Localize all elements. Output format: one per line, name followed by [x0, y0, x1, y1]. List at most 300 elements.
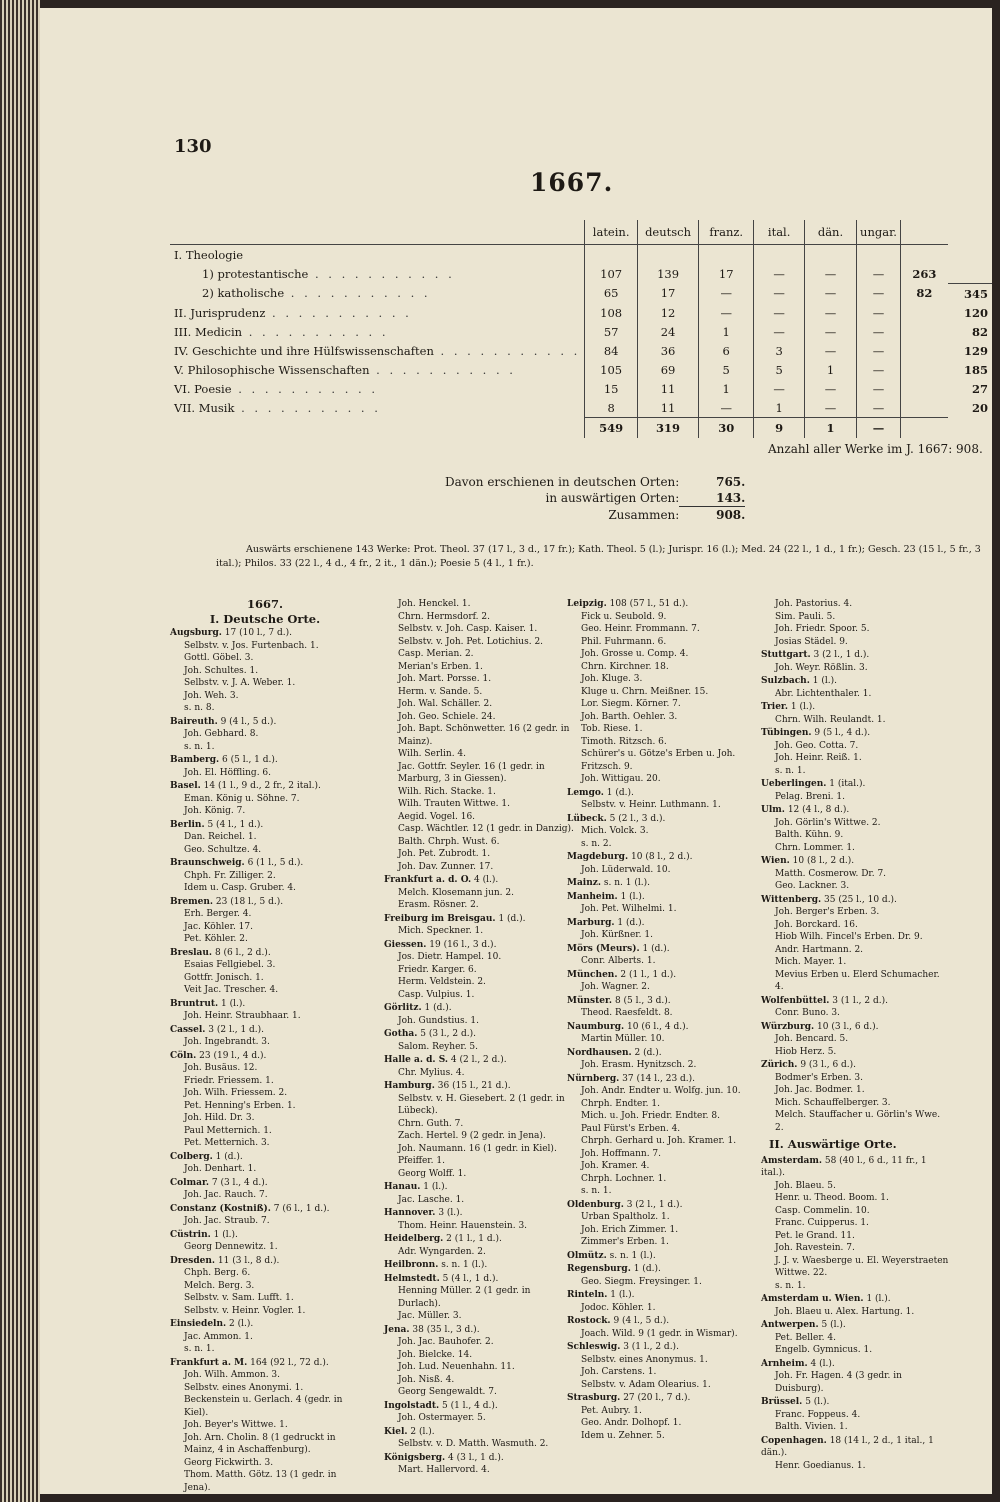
publisher-line: Esaias Fellgiebel. 3. [184, 960, 276, 970]
cell-deutsch: 11 [637, 398, 698, 418]
total-cell: 549 [585, 418, 638, 439]
publisher-line: Casp. Wächtler. 12 (1 gedr. in Danzig). [398, 824, 574, 834]
place-count: 9 (3 l., 6 d.). [800, 1060, 857, 1070]
auswaerts-paragraph: Auswärts erschienene 143 Werke: Prot. Theol. 37 (17 l., 3 d., 17 fr.); Kath. Theol. 5 (l.); Jurispr. 16 (l.); Med. 24 (22 l., 1 d., 1 fr.); Gesch. 23 (15 l., 5 fr., 3 ital.); Philos. 33 (22 l., 4 d., 4 fr., 2 it., 1 dän.); Poesie 5 (4 l., 1 fr.). [216, 544, 981, 569]
publisher-line: Engelb. Gymnicus. 1. [775, 1345, 873, 1355]
cell-deutsch: 17 [637, 284, 698, 304]
publisher-line: Joh. Beyer's Wittwe. 1. [184, 1420, 288, 1430]
table-body [170, 245, 992, 439]
place-entry [567, 877, 757, 890]
header-ungar: ungar. [856, 220, 900, 245]
publisher-line: Chph. Berg. 6. [184, 1268, 251, 1278]
publisher-line: Aegid. Vogel. 16. [398, 811, 476, 822]
place-count: 4 (l.). [474, 875, 499, 885]
place-name: Nürnberg. [567, 1073, 620, 1084]
cell-dän: — [805, 341, 857, 360]
place-entry [384, 1426, 574, 1451]
place-count: 5 (2 l., 3 d.). [609, 813, 666, 824]
place-entry [384, 1207, 574, 1232]
publisher-line: Chr. Mylius. 4. [398, 1067, 465, 1078]
place-name: Ingolstadt. [384, 1400, 440, 1411]
total-cell: 30 [699, 418, 754, 439]
place-entry [384, 874, 574, 912]
publisher-line: Joh. Wilh. Ammon. 3. [184, 1370, 281, 1380]
place-count: 3 (2 l., 1 d.). [813, 650, 870, 660]
publisher-line: Zimmer's Erben. 1. [581, 1237, 669, 1247]
place-entry [170, 1357, 360, 1495]
place-line [170, 947, 360, 960]
place-name: Stuttgart. [761, 650, 811, 660]
place-count: 9 (4 l., 5 d.). [613, 1316, 670, 1326]
place-entry [567, 813, 757, 851]
place-entry [761, 675, 951, 700]
place-line [170, 857, 360, 870]
table-row [170, 284, 992, 304]
publisher-line: Conr. Buno. 3. [775, 1008, 840, 1018]
place-line [761, 894, 951, 907]
place-count: 5 (l.). [821, 1320, 846, 1330]
publisher-line: Friedr. Karger. 6. [398, 964, 477, 975]
header-ital: ital. [754, 220, 805, 245]
place-name: Lemgo. [567, 787, 604, 798]
publisher-line: Selbstv. v. Adam Olearius. 1. [581, 1379, 711, 1390]
place-count: 1 (ital.). [829, 779, 866, 789]
place-line [567, 917, 757, 930]
publisher-line: Joh. Heinr. Straubhaar. 1. [184, 1011, 301, 1021]
place-entry [170, 780, 360, 818]
place-line [761, 778, 951, 791]
place-name: Freiburg im Breisgau. [384, 913, 496, 924]
place-line [384, 1233, 574, 1246]
place-line [170, 1203, 360, 1216]
place-entry [567, 917, 757, 942]
publisher-line: Joh. König. 7. [184, 806, 246, 816]
summary-deutsch-value: 765. [716, 475, 746, 489]
place-count: 1 (l.). [620, 891, 645, 902]
place-count: 10 (8 l., 2 d.). [792, 856, 855, 866]
row-label-text: IV. Geschichte und ihre Hülfswissenschaften [174, 343, 434, 358]
cell-franz: 17 [699, 264, 754, 284]
place-entry [384, 1273, 574, 1323]
publisher-line: Kluge u. Chrn. Meißner. 15. [581, 686, 709, 697]
place-name: Cüstrin. [170, 1229, 211, 1240]
cell-deutsch: 36 [637, 341, 698, 360]
publisher-line: Joh. Pet. Wilhelmi. 1. [581, 904, 677, 914]
place-name: Braunschweig. [170, 858, 245, 868]
place-count: 1 (l.). [423, 1182, 448, 1192]
publisher-line: Melch. Stauffacher u. Görlin's Wwe. 2. [775, 1110, 941, 1133]
place-entry [761, 1435, 951, 1473]
cell-ital: 1 [754, 398, 805, 418]
cell-latein: 65 [585, 284, 638, 304]
place-count: 3 (2 l., 1 d.). [626, 1199, 683, 1210]
table-row [170, 303, 992, 322]
header-deutsch: deutsch [637, 220, 698, 245]
cell-deutsch: 12 [637, 303, 698, 322]
publisher-line: Joh. Borckard. 16. [775, 919, 858, 930]
publisher-line: s. n. 1. [775, 1280, 806, 1291]
place-line [761, 1396, 951, 1409]
cell-ital [754, 245, 805, 265]
place-name: Sulzbach. [761, 676, 810, 686]
publisher-line: Joh. Geo. Cotta. 7. [775, 740, 859, 751]
place-line [170, 1177, 360, 1190]
place-entry [761, 804, 951, 854]
publisher-line: Mich. Volck. 3. [581, 826, 649, 836]
place-line [170, 780, 360, 793]
publisher-line: Chrn. Guth. 7. [398, 1118, 464, 1129]
table-header-row [170, 220, 992, 245]
place-name: Arnheim. [761, 1358, 808, 1369]
row-label-text: I. Theologie [174, 247, 244, 262]
place-count: 27 (20 l., 7 d.). [623, 1393, 691, 1403]
place-count: 2 (1 l., 1 d.). [446, 1234, 502, 1244]
place-entry [567, 995, 757, 1020]
place-name: Copenhagen. [761, 1435, 827, 1446]
publisher-line: Selbstv. eines Anonymi. 1. [184, 1382, 304, 1393]
publisher-line: Joh. Henckel. 1. [398, 599, 471, 609]
publisher-line: Selbstv. v. J. A. Weber. 1. [184, 678, 296, 688]
cell-latein [585, 245, 638, 265]
place-name: Wien. [761, 856, 790, 866]
place-entry [384, 1452, 574, 1477]
publisher-line: Tob. Riese. 1. [581, 724, 643, 734]
place-name: Marburg. [567, 917, 615, 928]
place-line [567, 1341, 757, 1354]
place-name: Ulm. [761, 805, 785, 815]
total-cell: — [856, 418, 900, 439]
row-label-text: VII. Musik [174, 400, 235, 415]
place-count: 11 (3 l., 8 d.). [217, 1255, 280, 1266]
place-entry [761, 995, 951, 1020]
publisher-line: Mich. Mayer. 1. [775, 957, 847, 967]
table-row [170, 264, 992, 284]
place-entry [567, 1263, 757, 1288]
publisher-line: Bodmer's Erben. 3. [775, 1072, 863, 1083]
publisher-line: Salom. Reyher. 5. [398, 1041, 479, 1052]
place-entry [761, 778, 951, 803]
summary-deutsch-label: Davon erschienen in deutschen Orten: [445, 475, 680, 489]
place-line [761, 701, 951, 714]
place-line [384, 1002, 574, 1015]
place-line [170, 1318, 360, 1331]
place-line [170, 1151, 360, 1164]
publisher-line: Joh. Wagner. 2. [581, 982, 650, 992]
place-name: Nordhausen. [567, 1047, 632, 1058]
publisher-line: Georg Wolff. 1. [398, 1168, 467, 1179]
place-line [567, 851, 757, 864]
place-name: Wittenberg. [761, 894, 822, 905]
cell-ital: — [754, 322, 805, 341]
publisher-line: Joh. Hoffmann. 7. [581, 1148, 662, 1159]
place-count: 164 (92 l., 72 d.). [250, 1357, 329, 1368]
publisher-line: Herm. v. Sande. 5. [398, 686, 483, 697]
place-name: Hanau. [384, 1182, 421, 1192]
publisher-line: Mich. u. Joh. Friedr. Endter. 8. [581, 1111, 720, 1121]
total-cell: 319 [637, 418, 698, 439]
place-name: München. [567, 969, 618, 980]
table-row [170, 360, 992, 379]
place-entry [170, 716, 360, 754]
place-entry [384, 1054, 574, 1079]
cell-franz: 1 [699, 322, 754, 341]
publisher-line: Pet. Aubry. 1. [581, 1405, 642, 1416]
publisher-line: Fick u. Seubold. 9. [581, 611, 667, 622]
publisher-line: Joh. Kürßner. 1. [581, 930, 653, 940]
place-line [384, 1054, 574, 1067]
place-entry [384, 939, 574, 1002]
place-count: 19 (16 l., 3 d.). [429, 939, 497, 950]
publisher-line: Joh. Ostermayer. 5. [398, 1413, 486, 1423]
place-name: Heidelberg. [384, 1234, 444, 1244]
publisher-line: Joh. Carstens. 1. [581, 1367, 657, 1377]
place-line [384, 1080, 574, 1093]
place-count: 10 (3 l., 6 d.). [817, 1021, 879, 1032]
place-entry [761, 649, 951, 674]
publisher-line: Andr. Hartmann. 2. [775, 944, 864, 955]
place-count: 10 (6 l., 4 d.). [627, 1021, 689, 1032]
place-count: 4 (2 l., 2 d.). [450, 1055, 507, 1065]
publisher-line: Joh. Arn. Cholin. 8 (1 gedruckt in Mainz, 4 in Aschaffenburg). [184, 1432, 336, 1455]
cell-dän: 1 [805, 360, 857, 379]
place-name: Görlitz. [384, 1003, 422, 1013]
place-line [170, 716, 360, 729]
place-name: Giessen. [384, 939, 427, 950]
publisher-line: Henr. Goedianus. 1. [775, 1460, 866, 1471]
leader-dots: . . . . . . . . . . . [265, 305, 412, 320]
place-count: 7 (3 l., 4 d.). [211, 1177, 268, 1188]
publisher-line: Chrph. Gerhard u. Joh. Kramer. 1. [581, 1136, 737, 1146]
cell-latein: 108 [585, 303, 638, 322]
publisher-line: Conr. Alberts. 1. [581, 956, 656, 966]
cell-franz: 1 [699, 379, 754, 398]
publisher-line: Joh. El. Höffling. 6. [184, 767, 271, 778]
publisher-line: Joh. Grosse u. Comp. 4. [581, 649, 689, 659]
publisher-line: Chrn. Hermsdorf. 2. [398, 611, 490, 622]
row-subtotal [901, 303, 948, 322]
place-count: 6 (5 l., 1 d.). [222, 755, 278, 765]
place-entry [170, 1255, 360, 1318]
publisher-line: Selbstv. v. Jos. Furtenbach. 1. [184, 640, 319, 651]
place-count: 1 (d.). [617, 917, 645, 928]
publisher-line: Wilh. Rich. Stacke. 1. [398, 786, 496, 797]
place-line [567, 1250, 757, 1263]
place-name: Helmstedt. [384, 1273, 440, 1284]
place-count: 14 (1 l., 9 d., 2 fr., 2 ital.). [203, 781, 321, 791]
place-entry [567, 1250, 757, 1263]
row-label [170, 284, 585, 304]
place-entry [170, 1318, 360, 1356]
place-entry [567, 1315, 757, 1340]
publisher-line: Wilh. Trauten Wittwe. 1. [398, 799, 510, 809]
place-count: 1 (l.). [610, 1290, 635, 1300]
place-entry [761, 1358, 951, 1396]
place-line [384, 913, 574, 926]
publisher-line: Jodoc. Köhler. 1. [581, 1302, 656, 1313]
leader-dots: . . . . . . . . . . . [231, 381, 378, 396]
place-name: Regensburg. [567, 1264, 631, 1274]
place-name: Bremen. [170, 896, 214, 907]
publisher-line: Lor. Siegm. Körner. 7. [581, 699, 681, 709]
place-name: Constanz (Kostniß). [170, 1203, 271, 1214]
place-line [170, 627, 360, 640]
publisher-line: Joh. Gebhard. 8. [184, 729, 259, 739]
publisher-line: Balth. Kühn. 9. [775, 830, 844, 840]
publisher-line: Paul Fürst's Erben. 4. [581, 1123, 681, 1134]
place-count: 1 (l.). [213, 1229, 238, 1240]
place-name: Leipzig. [567, 599, 607, 609]
cell-latein: 57 [585, 322, 638, 341]
place-name: Antwerpen. [761, 1320, 819, 1330]
place-entry [567, 598, 757, 786]
publisher-line: Chrph. Endter. 1. [581, 1098, 660, 1109]
place-entry [384, 1080, 574, 1180]
cell-franz: — [699, 284, 754, 304]
column-2 [384, 598, 574, 1478]
place-count: 9 (5 l., 4 d.). [814, 728, 871, 738]
place-line [761, 1358, 951, 1371]
publisher-line: Chrn. Wilh. Reulandt. 1. [775, 714, 886, 725]
totals-end-blank [948, 418, 992, 439]
cell-franz: 6 [699, 341, 754, 360]
place-entry [567, 1047, 757, 1072]
publisher-line: Joh. Lud. Neuenhahn. 11. [398, 1362, 515, 1372]
place-name: Amsterdam u. Wien. [761, 1294, 864, 1304]
place-count: 3 (2 l., 1 d.). [208, 1024, 265, 1035]
place-entry [170, 1050, 360, 1150]
summary-total-value: 908. [716, 508, 746, 522]
publisher-line: Thom. Matth. Götz. 13 (1 gedr. in Jena). [184, 1470, 337, 1493]
place-line [567, 1315, 757, 1328]
publisher-line: Chrn. Lommer. 1. [775, 842, 855, 853]
place-name: Manheim. [567, 891, 618, 902]
place-line [567, 1263, 757, 1276]
header-latein: latein. [585, 220, 638, 245]
publisher-line: Selbstv. v. D. Matth. Wasmuth. 2. [398, 1439, 549, 1449]
publisher-line: Joh. Schultes. 1. [184, 665, 259, 676]
place-line [761, 1059, 951, 1072]
row-subtotal [901, 341, 948, 360]
leader-dots: . . . . . . . . . . . [369, 362, 516, 377]
place-line [384, 1028, 574, 1041]
place-entry [761, 1293, 951, 1318]
summary-total-label: Zusammen: [608, 508, 680, 522]
place-line [761, 995, 951, 1008]
place-name: Ueberlingen. [761, 779, 827, 789]
row-label [170, 398, 585, 418]
cell-dän: — [805, 322, 857, 341]
place-count: 2 (d.). [634, 1047, 662, 1058]
publisher-line: s. n. 1. [581, 1186, 612, 1196]
cell-franz: 5 [699, 360, 754, 379]
place-name: Bruntrut. [170, 998, 219, 1009]
row-label [170, 264, 585, 284]
publisher-line: Joh. Naumann. 16 (1 gedr. in Kiel). [398, 1143, 557, 1154]
cell-ungar: — [856, 284, 900, 304]
place-entry [567, 1073, 757, 1198]
publisher-line: Joh. Busäus. 12. [184, 1063, 258, 1073]
publisher-line: Henning Müller. 2 (1 gedr. in Durlach). [398, 1286, 531, 1309]
publisher-line: Joh. Nisß. 4. [398, 1374, 455, 1385]
publisher-line: Chph. Fr. Zilliger. 2. [184, 870, 276, 881]
place-line [567, 1392, 757, 1405]
publisher-line: Selbstv. v. Heinr. Luthmann. 1. [581, 800, 721, 810]
publisher-line: Erh. Berger. 4. [184, 909, 252, 919]
place-entry [761, 1155, 951, 1293]
leader-dots: . . . . . . . . . . . [433, 343, 581, 358]
publisher-line: Joh. Pet. Zubrodt. 1. [398, 849, 491, 859]
place-line [170, 1357, 360, 1370]
place-count: 8 (6 l., 2 d.). [214, 947, 271, 958]
place-line [567, 877, 757, 890]
row-total: 20 [971, 400, 988, 415]
publisher-line: Joh. Erich Zimmer. 1. [581, 1224, 679, 1235]
place-count: 17 (10 l., 7 d.). [224, 628, 292, 638]
publisher-line: Joh. Denhart. 1. [184, 1164, 257, 1174]
summary-total-row [445, 507, 745, 523]
publisher-line: Abr. Lichtenthaler. 1. [775, 688, 872, 699]
publisher-line: Joh. Andr. Endter u. Wolfg. jun. 10. [581, 1086, 741, 1096]
publisher-line: Jac. Lasche. 1. [398, 1194, 465, 1205]
publisher-line: Veit Jac. Trescher. 4. [184, 985, 279, 995]
place-entry [567, 1341, 757, 1391]
publisher-line: Joh. Jac. Straub. 7. [184, 1216, 270, 1226]
place-count: 1 (l.). [812, 676, 837, 686]
place-name: Olmütz. [567, 1250, 607, 1261]
place-entry [170, 627, 360, 715]
place-name: Heilbronn. [384, 1260, 439, 1270]
place-count: 4 (3 l., 1 d.). [448, 1452, 504, 1463]
place-entry [567, 1289, 757, 1314]
place-line [384, 1426, 574, 1439]
publisher-line: Joh. Bielcke. 14. [398, 1349, 473, 1360]
row-total [948, 264, 992, 284]
place-name: Berlin. [170, 819, 205, 830]
publisher-line: Joh. Ravestein. 7. [775, 1243, 855, 1253]
place-line [384, 1273, 574, 1286]
place-name: Augsburg. [170, 628, 222, 638]
cell-franz: — [699, 303, 754, 322]
place-count: 5 (l.). [805, 1397, 830, 1407]
publisher-line: Friedr. Friessem. 1. [184, 1075, 274, 1086]
place-line [567, 813, 757, 826]
cell-ungar: — [856, 264, 900, 284]
place-count: 2 (1 l., 1 d.). [620, 969, 677, 980]
place-count: 1 (l.). [790, 702, 816, 712]
place-name: Cassel. [170, 1024, 206, 1035]
place-entry [170, 857, 360, 895]
place-line [761, 727, 951, 740]
publisher-line: Theod. Raesfeldt. 8. [581, 1008, 673, 1018]
place-count: 8 (5 l., 3 d.). [614, 995, 671, 1006]
publisher-line: Joh. Blaeu u. Alex. Hartung. 1. [775, 1306, 915, 1317]
place-entry [384, 1233, 574, 1258]
publisher-line: Selbstv. v. Joh. Casp. Kaiser. 1. [398, 624, 538, 634]
place-entry [384, 1259, 574, 1272]
cell-franz: — [699, 398, 754, 418]
place-count: 38 (35 l., 3 d.). [412, 1324, 480, 1335]
publisher-line: Phil. Fuhrmann. 6. [581, 636, 667, 647]
total-cell: 9 [754, 418, 805, 439]
publisher-line: Geo. Heinr. Frommann. 7. [581, 624, 700, 634]
place-entry [567, 969, 757, 994]
publisher-line: Casp. Commelin. 10. [775, 1205, 870, 1216]
place-count: s. n. 1 (l.). [441, 1260, 488, 1270]
place-name: Hamburg. [384, 1081, 435, 1091]
place-entry [761, 1396, 951, 1434]
table-row [170, 379, 992, 398]
place-count: s. n. 1 (l.). [603, 878, 650, 888]
